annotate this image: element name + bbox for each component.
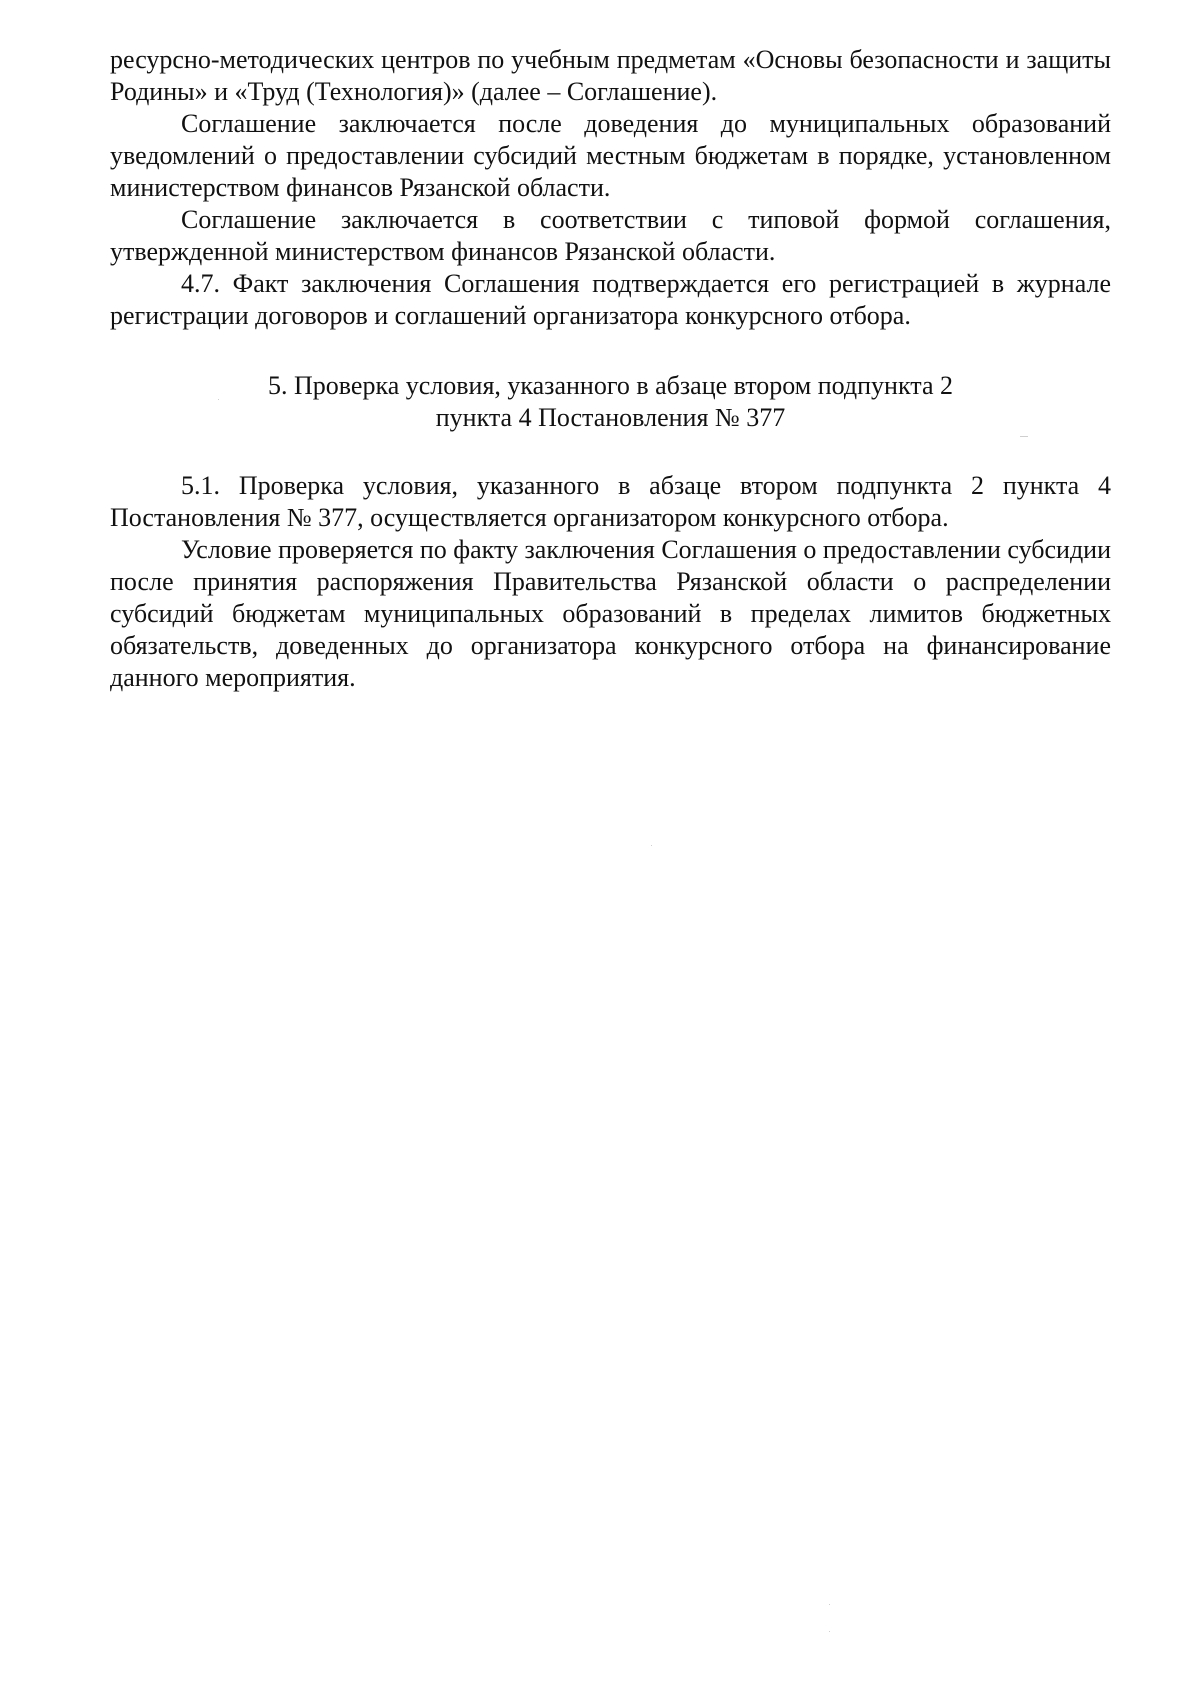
scan-mark: [829, 1631, 830, 1632]
document-body: [110, 44, 1111, 694]
paragraph-continued: ресурсно-методических центров по учебным предметам «Основы безопасности и защиты Родины» и «Труд (Технология)» (далее – Соглашение).: [110, 45, 1111, 106]
scan-mark: [1020, 436, 1028, 437]
scan-mark: [651, 845, 652, 846]
section-5-heading-line-2: пункта 4 Постановления № 377: [435, 403, 786, 432]
scan-mark: [218, 399, 219, 400]
section-5-heading-line-1: 5. Проверка условия, указанного в абзаце втором подпункта 2: [268, 371, 953, 400]
paragraph-4-7: 4.7. Факт заключения Соглашения подтверждается его регистрацией в журнале регистрации договоров и соглашений организатора конкурсного отбора.: [110, 269, 1111, 330]
scan-mark: [829, 1604, 830, 1605]
paragraph-agreement-notification: Соглашение заключается после доведения до муниципальных образований уведомлений о предоставлении субсидий местным бюджетам в порядке, установленном министерством финансов Рязанской области.: [110, 109, 1111, 202]
paragraph-condition-check: Условие проверяется по факту заключения Соглашения о предоставлении субсидии после принятия распоряжения Правительства Рязанской области о распределении субсидий бюджетам муниципальных образований в пределах лимитов бюджетных обязательств, доведенных до организатора конкурсного отбора на финансирование данного мероприятия.: [110, 535, 1111, 692]
section-5-heading: [110, 370, 1111, 434]
paragraph-5-1: 5.1. Проверка условия, указанного в абзаце втором подпункта 2 пункта 4 Постановления № 377, осуществляется организатором конкурсного отбора.: [110, 471, 1111, 532]
paragraph-agreement-standard-form: Соглашение заключается в соответствии с типовой формой соглашения, утвержденной министерством финансов Рязанской области.: [110, 205, 1111, 266]
